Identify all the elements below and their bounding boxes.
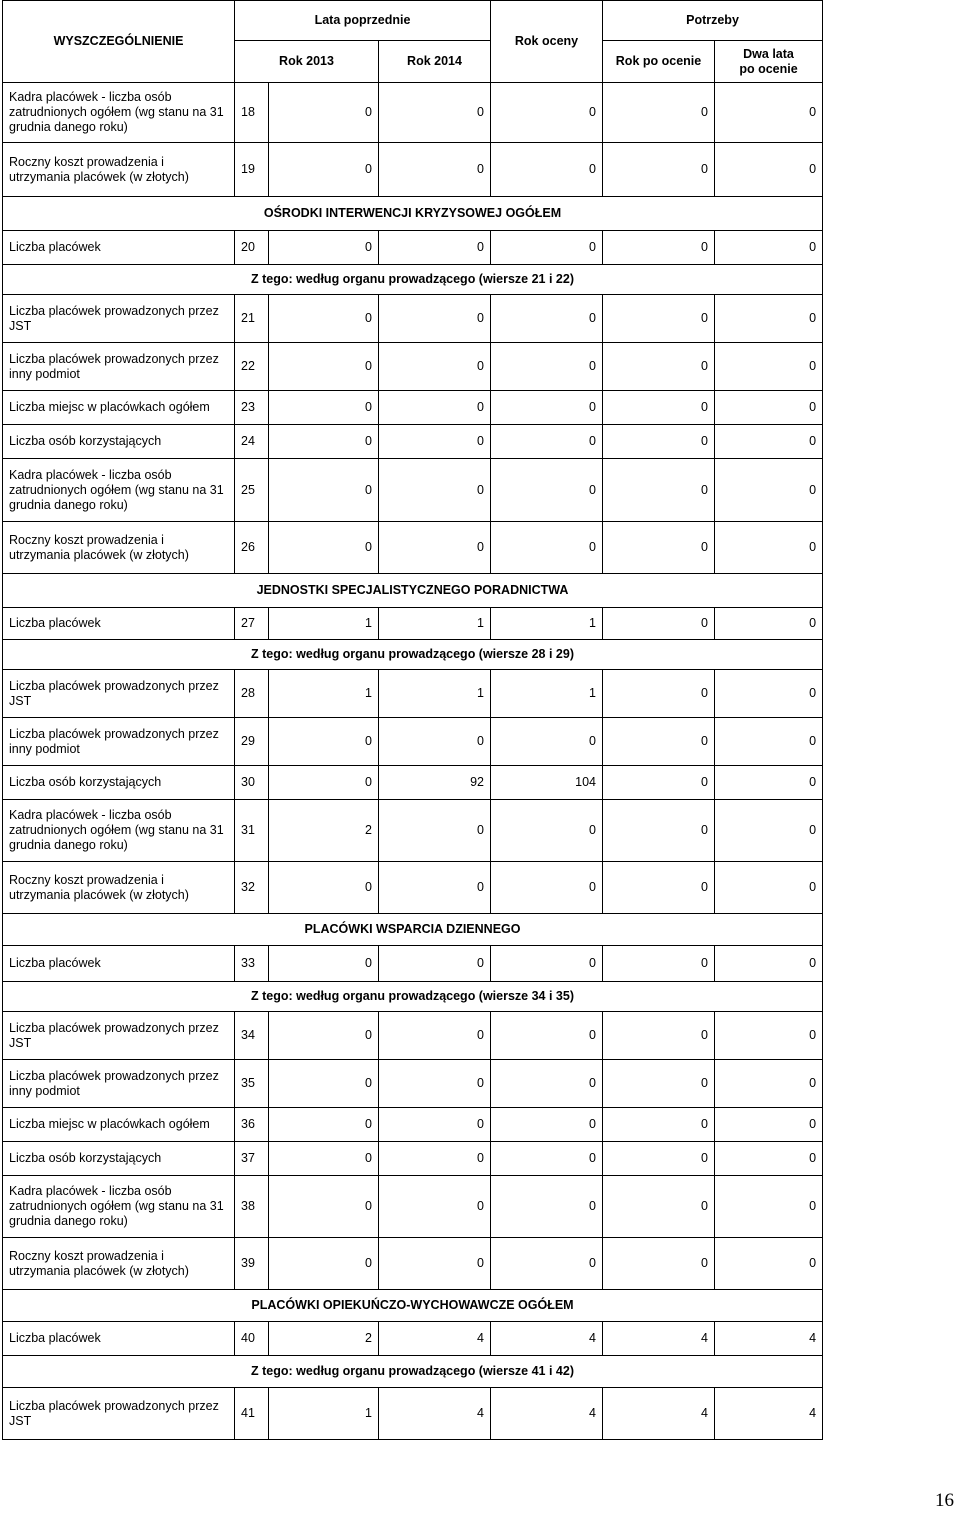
row-label: Liczba osób korzystających xyxy=(3,1142,235,1176)
value-year-after: 0 xyxy=(603,608,715,640)
row-number: 31 xyxy=(235,800,269,862)
value-2014: 0 xyxy=(379,391,491,425)
value-2014: 0 xyxy=(379,862,491,914)
value-assessment-year: 1 xyxy=(491,608,603,640)
row-label: Roczny koszt prowadzenia i utrzymania placówek (w złotych) xyxy=(3,862,235,914)
row-label: Kadra placówek - liczba osób zatrudnionych ogółem (wg stanu na 31 grudnia danego roku) xyxy=(3,800,235,862)
row-number: 35 xyxy=(235,1060,269,1108)
header-two-years-after xyxy=(715,41,823,83)
row-label: Liczba placówek prowadzonych przez inny podmiot xyxy=(3,718,235,766)
row-number: 32 xyxy=(235,862,269,914)
value-year-after: 0 xyxy=(603,862,715,914)
header-two-years-after-line1: Dwa lata xyxy=(743,46,794,61)
value-assessment-year: 104 xyxy=(491,766,603,800)
value-assessment-year: 4 xyxy=(491,1322,603,1356)
row-label: Kadra placówek - liczba osób zatrudnionych ogółem (wg stanu na 31 grudnia danego roku) xyxy=(3,1176,235,1238)
table-row xyxy=(3,1388,823,1440)
table-row xyxy=(3,231,823,265)
row-label: Liczba placówek xyxy=(3,231,235,265)
value-assessment-year: 0 xyxy=(491,231,603,265)
value-2014: 1 xyxy=(379,608,491,640)
table-row xyxy=(3,425,823,459)
row-number: 29 xyxy=(235,718,269,766)
value-2014: 0 xyxy=(379,1142,491,1176)
row-label: Kadra placówek - liczba osób zatrudnionych ogółem (wg stanu na 31 grudnia danego roku) xyxy=(3,83,235,143)
value-assessment-year: 0 xyxy=(491,1060,603,1108)
value-two-years-after: 0 xyxy=(715,1176,823,1238)
section-title: Z tego: według organu prowadzącego (wiersze 34 i 35) xyxy=(3,982,823,1012)
value-2013: 0 xyxy=(269,946,379,982)
value-year-after: 0 xyxy=(603,83,715,143)
value-2013: 1 xyxy=(269,670,379,718)
value-assessment-year: 0 xyxy=(491,83,603,143)
header-row-1 xyxy=(3,1,823,41)
value-year-after: 0 xyxy=(603,800,715,862)
table-row xyxy=(3,1238,823,1290)
value-2013: 0 xyxy=(269,862,379,914)
header-title: WYSZCZEGÓLNIENIE xyxy=(3,1,235,83)
value-2013: 0 xyxy=(269,1176,379,1238)
table-row xyxy=(3,670,823,718)
table-row xyxy=(3,1142,823,1176)
value-2014: 0 xyxy=(379,800,491,862)
value-2013: 0 xyxy=(269,1238,379,1290)
header-year-after: Rok po ocenie xyxy=(603,41,715,83)
value-assessment-year: 0 xyxy=(491,295,603,343)
value-year-after: 0 xyxy=(603,425,715,459)
value-2014: 0 xyxy=(379,1176,491,1238)
value-assessment-year: 0 xyxy=(491,459,603,522)
value-2014: 0 xyxy=(379,522,491,574)
value-2014: 0 xyxy=(379,343,491,391)
table-row xyxy=(3,1060,823,1108)
value-two-years-after: 0 xyxy=(715,343,823,391)
row-number: 25 xyxy=(235,459,269,522)
value-2013: 0 xyxy=(269,766,379,800)
value-assessment-year: 0 xyxy=(491,522,603,574)
value-assessment-year: 0 xyxy=(491,1238,603,1290)
table-row xyxy=(3,800,823,862)
value-two-years-after: 0 xyxy=(715,143,823,197)
table-row xyxy=(3,1108,823,1142)
header-needs: Potrzeby xyxy=(603,1,823,41)
value-assessment-year: 0 xyxy=(491,343,603,391)
table-row xyxy=(3,83,823,143)
value-year-after: 4 xyxy=(603,1322,715,1356)
table-row xyxy=(3,1322,823,1356)
row-number: 41 xyxy=(235,1388,269,1440)
row-number: 27 xyxy=(235,608,269,640)
value-year-after: 0 xyxy=(603,1142,715,1176)
row-number: 39 xyxy=(235,1238,269,1290)
value-year-after: 0 xyxy=(603,343,715,391)
value-2013: 0 xyxy=(269,459,379,522)
row-label: Liczba miejsc w placówkach ogółem xyxy=(3,1108,235,1142)
row-number: 19 xyxy=(235,143,269,197)
value-two-years-after: 0 xyxy=(715,522,823,574)
value-year-after: 0 xyxy=(603,1238,715,1290)
value-assessment-year: 0 xyxy=(491,391,603,425)
row-label: Liczba osób korzystających xyxy=(3,425,235,459)
table-row xyxy=(3,295,823,343)
assessment-table xyxy=(2,0,823,1440)
section-title: JEDNOSTKI SPECJALISTYCZNEGO PORADNICTWA xyxy=(3,574,823,608)
value-2014: 4 xyxy=(379,1388,491,1440)
value-2014: 0 xyxy=(379,143,491,197)
row-number: 22 xyxy=(235,343,269,391)
value-assessment-year: 1 xyxy=(491,670,603,718)
row-number: 33 xyxy=(235,946,269,982)
value-2014: 0 xyxy=(379,718,491,766)
section-row xyxy=(3,1290,823,1322)
value-year-after: 0 xyxy=(603,295,715,343)
value-2013: 0 xyxy=(269,718,379,766)
value-2013: 0 xyxy=(269,1012,379,1060)
value-2014: 0 xyxy=(379,1238,491,1290)
row-number: 20 xyxy=(235,231,269,265)
value-year-after: 0 xyxy=(603,1108,715,1142)
value-2014: 4 xyxy=(379,1322,491,1356)
value-two-years-after: 0 xyxy=(715,670,823,718)
row-label: Liczba placówek prowadzonych przez JST xyxy=(3,670,235,718)
value-two-years-after: 0 xyxy=(715,862,823,914)
row-label: Liczba placówek xyxy=(3,608,235,640)
value-two-years-after: 0 xyxy=(715,608,823,640)
value-2013: 0 xyxy=(269,343,379,391)
row-label: Liczba osób korzystających xyxy=(3,766,235,800)
section-title: Z tego: według organu prowadzącego (wiersze 28 i 29) xyxy=(3,640,823,670)
value-2013: 2 xyxy=(269,1322,379,1356)
value-year-after: 0 xyxy=(603,670,715,718)
value-two-years-after: 0 xyxy=(715,295,823,343)
row-number: 36 xyxy=(235,1108,269,1142)
value-two-years-after: 0 xyxy=(715,1060,823,1108)
value-year-after: 0 xyxy=(603,143,715,197)
table-row xyxy=(3,1176,823,1238)
value-assessment-year: 0 xyxy=(491,1012,603,1060)
value-2014: 0 xyxy=(379,83,491,143)
table-body xyxy=(3,1,823,1440)
value-two-years-after: 0 xyxy=(715,946,823,982)
table-row xyxy=(3,391,823,425)
table-row xyxy=(3,1012,823,1060)
value-2013: 0 xyxy=(269,425,379,459)
row-number: 38 xyxy=(235,1176,269,1238)
value-two-years-after: 0 xyxy=(715,459,823,522)
table-row xyxy=(3,459,823,522)
value-2013: 1 xyxy=(269,1388,379,1440)
value-assessment-year: 0 xyxy=(491,143,603,197)
section-title: Z tego: według organu prowadzącego (wiersze 21 i 22) xyxy=(3,265,823,295)
table-row xyxy=(3,343,823,391)
value-2014: 92 xyxy=(379,766,491,800)
value-two-years-after: 0 xyxy=(715,83,823,143)
value-two-years-after: 0 xyxy=(715,391,823,425)
row-label: Liczba placówek xyxy=(3,946,235,982)
row-label: Liczba placówek prowadzonych przez JST xyxy=(3,1388,235,1440)
row-label: Liczba placówek xyxy=(3,1322,235,1356)
value-2013: 0 xyxy=(269,1060,379,1108)
section-row xyxy=(3,914,823,946)
header-past-years: Lata poprzednie xyxy=(235,1,491,41)
value-two-years-after: 0 xyxy=(715,766,823,800)
value-assessment-year: 0 xyxy=(491,718,603,766)
header-year-2013: Rok 2013 xyxy=(235,41,379,83)
page-number: 16 xyxy=(935,1490,954,1511)
value-2013: 0 xyxy=(269,391,379,425)
row-number: 30 xyxy=(235,766,269,800)
row-number: 18 xyxy=(235,83,269,143)
row-label: Roczny koszt prowadzenia i utrzymania placówek (w złotych) xyxy=(3,1238,235,1290)
row-number: 37 xyxy=(235,1142,269,1176)
section-row xyxy=(3,982,823,1012)
table-row xyxy=(3,718,823,766)
value-2014: 0 xyxy=(379,295,491,343)
section-title: PLACÓWKI OPIEKUŃCZO-WYCHOWAWCZE OGÓŁEM xyxy=(3,1290,823,1322)
section-title: Z tego: według organu prowadzącego (wiersze 41 i 42) xyxy=(3,1356,823,1388)
row-number: 28 xyxy=(235,670,269,718)
value-two-years-after: 4 xyxy=(715,1388,823,1440)
value-2014: 0 xyxy=(379,1108,491,1142)
row-label: Roczny koszt prowadzenia i utrzymania placówek (w złotych) xyxy=(3,522,235,574)
value-2013: 2 xyxy=(269,800,379,862)
row-label: Liczba placówek prowadzonych przez JST xyxy=(3,1012,235,1060)
row-label: Liczba placówek prowadzonych przez inny podmiot xyxy=(3,1060,235,1108)
header-assessment-year: Rok oceny xyxy=(491,1,603,83)
value-2013: 0 xyxy=(269,231,379,265)
value-2014: 0 xyxy=(379,425,491,459)
value-2014: 0 xyxy=(379,459,491,522)
value-2014: 1 xyxy=(379,670,491,718)
row-number: 24 xyxy=(235,425,269,459)
value-two-years-after: 0 xyxy=(715,231,823,265)
value-2014: 0 xyxy=(379,946,491,982)
value-assessment-year: 0 xyxy=(491,1108,603,1142)
row-label: Liczba placówek prowadzonych przez inny podmiot xyxy=(3,343,235,391)
value-year-after: 0 xyxy=(603,391,715,425)
value-2013: 0 xyxy=(269,522,379,574)
value-two-years-after: 4 xyxy=(715,1322,823,1356)
row-label: Kadra placówek - liczba osób zatrudnionych ogółem (wg stanu na 31 grudnia danego roku) xyxy=(3,459,235,522)
table-row xyxy=(3,946,823,982)
section-title: OŚRODKI INTERWENCJI KRYZYSOWEJ OGÓŁEM xyxy=(3,197,823,231)
value-year-after: 0 xyxy=(603,459,715,522)
value-2013: 0 xyxy=(269,143,379,197)
row-number: 34 xyxy=(235,1012,269,1060)
value-year-after: 0 xyxy=(603,946,715,982)
value-assessment-year: 0 xyxy=(491,862,603,914)
section-row xyxy=(3,574,823,608)
row-number: 23 xyxy=(235,391,269,425)
header-two-years-after-line2: po ocenie xyxy=(739,61,798,76)
row-number: 40 xyxy=(235,1322,269,1356)
row-label: Liczba miejsc w placówkach ogółem xyxy=(3,391,235,425)
value-two-years-after: 0 xyxy=(715,718,823,766)
value-2013: 0 xyxy=(269,1142,379,1176)
value-year-after: 0 xyxy=(603,522,715,574)
section-row xyxy=(3,640,823,670)
value-2013: 0 xyxy=(269,83,379,143)
value-assessment-year: 0 xyxy=(491,946,603,982)
value-assessment-year: 0 xyxy=(491,800,603,862)
section-row xyxy=(3,265,823,295)
row-number: 21 xyxy=(235,295,269,343)
value-year-after: 0 xyxy=(603,766,715,800)
value-assessment-year: 4 xyxy=(491,1388,603,1440)
table-row xyxy=(3,522,823,574)
row-label: Liczba placówek prowadzonych przez JST xyxy=(3,295,235,343)
header-year-2014: Rok 2014 xyxy=(379,41,491,83)
value-two-years-after: 0 xyxy=(715,1012,823,1060)
section-title: PLACÓWKI WSPARCIA DZIENNEGO xyxy=(3,914,823,946)
value-year-after: 4 xyxy=(603,1388,715,1440)
value-two-years-after: 0 xyxy=(715,1108,823,1142)
section-row xyxy=(3,197,823,231)
value-2013: 0 xyxy=(269,1108,379,1142)
value-2014: 0 xyxy=(379,1060,491,1108)
value-year-after: 0 xyxy=(603,231,715,265)
value-2014: 0 xyxy=(379,1012,491,1060)
value-year-after: 0 xyxy=(603,1012,715,1060)
table-row xyxy=(3,862,823,914)
value-two-years-after: 0 xyxy=(715,1142,823,1176)
value-two-years-after: 0 xyxy=(715,800,823,862)
value-2014: 0 xyxy=(379,231,491,265)
table-row xyxy=(3,766,823,800)
row-number: 26 xyxy=(235,522,269,574)
value-two-years-after: 0 xyxy=(715,1238,823,1290)
value-2013: 0 xyxy=(269,295,379,343)
row-label: Roczny koszt prowadzenia i utrzymania placówek (w złotych) xyxy=(3,143,235,197)
value-year-after: 0 xyxy=(603,718,715,766)
table-row xyxy=(3,143,823,197)
value-2013: 1 xyxy=(269,608,379,640)
value-assessment-year: 0 xyxy=(491,1142,603,1176)
value-assessment-year: 0 xyxy=(491,425,603,459)
section-row xyxy=(3,1356,823,1388)
value-year-after: 0 xyxy=(603,1060,715,1108)
table-row xyxy=(3,608,823,640)
value-assessment-year: 0 xyxy=(491,1176,603,1238)
value-two-years-after: 0 xyxy=(715,425,823,459)
value-year-after: 0 xyxy=(603,1176,715,1238)
